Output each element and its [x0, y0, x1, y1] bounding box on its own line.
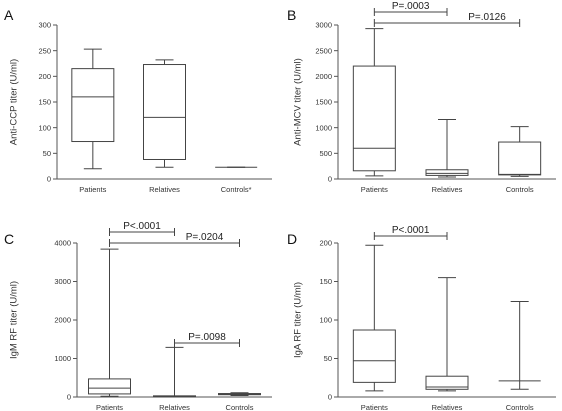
y-tick-label: 1000 — [315, 123, 332, 133]
box-patients — [72, 49, 114, 169]
iqr-box — [144, 65, 186, 160]
box-relatives — [426, 119, 468, 176]
y-tick-label: 150 — [38, 97, 51, 107]
y-tick-label: 100 — [38, 123, 51, 133]
category-label: Relatives — [431, 403, 463, 411]
y-tick-label: 200 — [319, 238, 332, 248]
category-label: Patients — [360, 403, 388, 411]
y-tick-label: 2000 — [315, 71, 332, 81]
y-tick-label: 50 — [323, 354, 332, 364]
y-tick-label: 0 — [66, 392, 71, 402]
category-label: Controls — [505, 403, 534, 411]
significance-bracket — [374, 225, 447, 240]
iqr-box — [426, 170, 468, 176]
panel-letter: C — [4, 231, 15, 247]
p-value-label: P=.0003 — [391, 1, 430, 12]
p-value-label: P=.0098 — [188, 332, 226, 343]
panel-A — [4, 7, 272, 194]
box-patients — [353, 245, 395, 391]
box-controls — [499, 127, 541, 177]
y-tick-label: 1000 — [54, 354, 71, 364]
y-axis-label: IgA RF titer (U/ml) — [292, 281, 304, 359]
category-label: Relatives — [159, 403, 190, 411]
y-tick-label: 0 — [327, 174, 332, 184]
y-tick-label: 200 — [38, 71, 51, 81]
y-tick-label: 50 — [42, 148, 51, 158]
p-value-label: P<.0001 — [123, 221, 161, 232]
category-label: Patients — [95, 403, 124, 411]
y-tick-label: 2500 — [315, 46, 332, 56]
box-relatives — [154, 347, 196, 397]
significance-bracket — [374, 1, 447, 16]
iqr-box — [353, 330, 395, 382]
iqr-box — [499, 142, 541, 175]
y-tick-label: 500 — [319, 148, 332, 158]
significance-bracket — [110, 221, 175, 236]
panel-letter: B — [287, 7, 297, 23]
panel-C — [4, 221, 272, 411]
category-label: Controls* — [220, 185, 252, 194]
panel-D — [287, 225, 556, 411]
iqr-box — [89, 379, 131, 394]
p-value-label: P<.0001 — [391, 225, 430, 236]
category-label: Relatives — [149, 185, 180, 194]
panel-letter: D — [287, 231, 298, 247]
y-tick-label: 3000 — [315, 20, 332, 30]
panel-B — [287, 1, 556, 194]
category-label: Controls — [225, 403, 254, 411]
y-tick-label: 3000 — [54, 277, 71, 287]
p-value-label: P=.0204 — [185, 232, 224, 243]
y-tick-label: 150 — [319, 277, 332, 287]
y-tick-label: 2000 — [54, 315, 71, 325]
y-axis-label: Anti-MCV titer (U/ml) — [292, 58, 304, 146]
box-relatives — [426, 278, 468, 391]
box-patients — [89, 249, 131, 396]
category-label: Patients — [79, 185, 107, 194]
significance-bracket — [175, 332, 240, 347]
panel-letter: A — [4, 7, 14, 23]
y-axis-label: Anti-CCP titer (U/ml) — [8, 58, 20, 146]
y-tick-label: 1500 — [315, 97, 332, 107]
y-tick-label: 250 — [38, 46, 51, 56]
y-axis-label: IgM RF titer (U/ml) — [8, 280, 20, 360]
category-label: Controls — [505, 185, 534, 194]
category-label: Patients — [360, 185, 388, 194]
iqr-box — [353, 66, 395, 171]
p-value-label: P=.0126 — [468, 12, 506, 23]
y-tick-label: 0 — [327, 392, 332, 402]
y-tick-label: 100 — [319, 315, 332, 325]
box-controls — [499, 302, 541, 390]
category-label: Relatives — [431, 185, 463, 194]
y-tick-label: 300 — [38, 20, 51, 30]
box-controls — [219, 393, 261, 396]
y-tick-label: 0 — [46, 174, 51, 184]
box-relatives — [144, 60, 186, 167]
box-patients — [353, 29, 395, 176]
y-tick-label: 4000 — [54, 238, 71, 248]
iqr-box — [72, 69, 114, 142]
